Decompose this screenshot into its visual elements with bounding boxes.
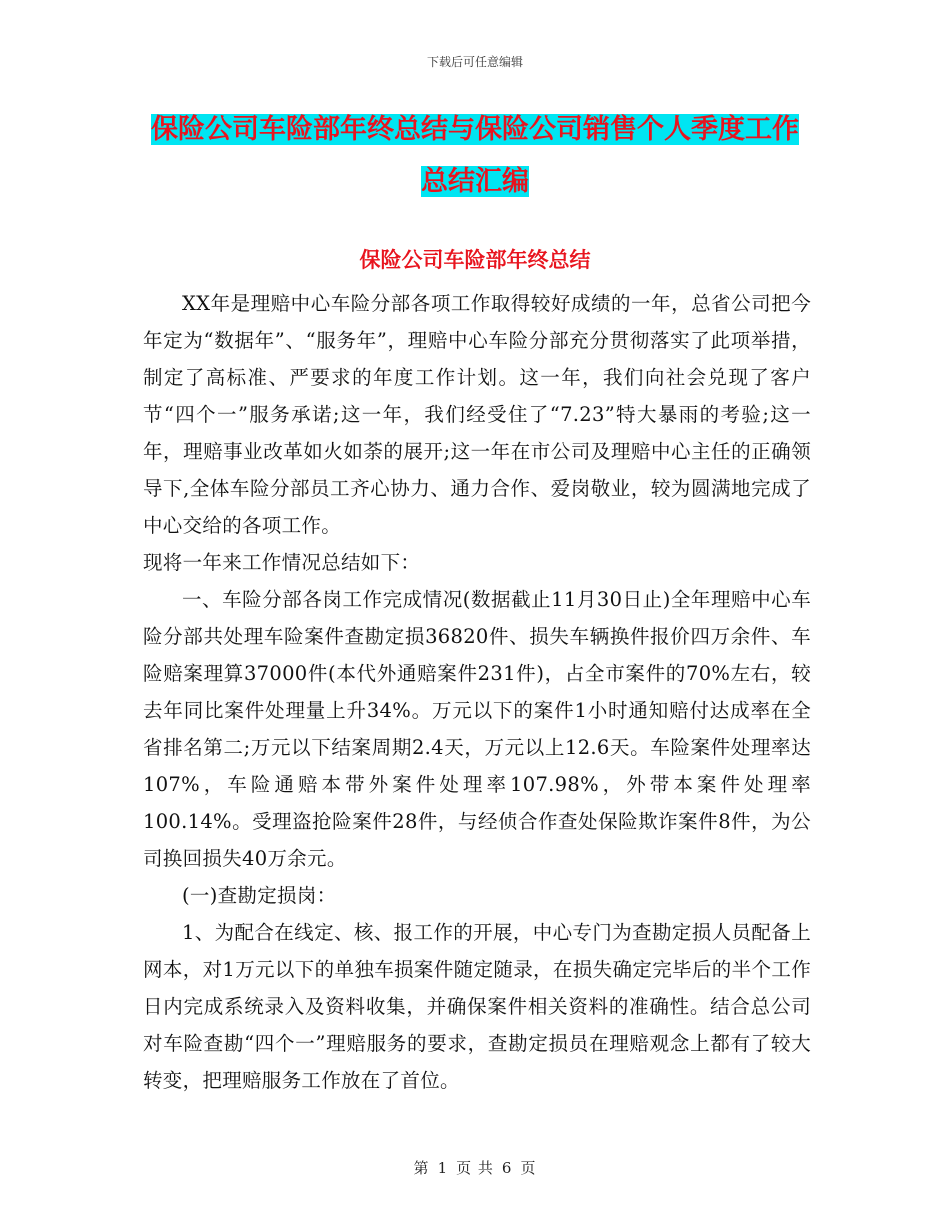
document-title xyxy=(140,104,810,208)
footer-prefix: 第 xyxy=(413,1159,430,1177)
header-note: 下载后可任意编辑 xyxy=(426,55,523,69)
document-body xyxy=(143,285,811,1099)
footer-total-pages: 6 xyxy=(501,1159,513,1177)
page-footer xyxy=(0,1157,950,1178)
section-title: 保险公司车险部年终总结 xyxy=(359,248,591,272)
document-title-text: 保险公司车险部年终总结与保险公司销售个人季度工作总结汇编 xyxy=(151,114,799,197)
paragraph-section-one: 一、车险分部各岗工作完成情况(数据截止11月30日止)全年理赔中心车险分部共处理车险案件查勘定损36820件、损失车辆换件报价四万余件、车险赔案理算37000件(本代外通赔案件231件)，占全市案件的70%左右，较去年同比案件处理量上升34%。万元以下的案件1小时通知赔付达成率在全省排名第二;万元以下结案周期2.4天，万元以上12.6天。车险案件处理率达107%，车险通赔本带外案件处理率107.98%，外带本案件处理率100.14%。受理盗抢险案件28件，与经侦合作查处保险欺诈案件8件，为公司换回损失40万余元。 xyxy=(143,588,811,870)
footer-page-number: 1 xyxy=(437,1159,449,1177)
footer-suffix: 页 xyxy=(520,1159,537,1177)
paragraph-subheading: (一)查勘定损岗： xyxy=(182,884,337,907)
paragraph-summary-lead: 现将一年来工作情况总结如下： xyxy=(143,551,421,574)
paragraph-item-one: 1、为配合在线定、核、报工作的开展，中心专门为查勘定损人员配备上网本，对1万元以下的单独车损案件随定随录，在损失确定完毕后的半个工作日内完成系统录入及资料收集，并确保案件相关资料的准确性。结合总公司对车险查勘“四个一”理赔服务的要求，查勘定损员在理赔观念上都有了较大转变，把理赔服务工作放在了首位。 xyxy=(143,921,811,1092)
paragraph-intro: XX年是理赔中心车险分部各项工作取得较好成绩的一年，总省公司把今年定为“数据年”、“服务年”，理赔中心车险分部充分贯彻落实了此项举措，制定了高标准、严要求的年度工作计划。这一年，我们向社会兑现了客户节“四个一”服务承诺;这一年，我们经受住了“7.23”特大暴雨的考验;这一年，理赔事业改革如火如荼的展开;这一年在市公司及理赔中心主任的正确领导下,全体车险分部员工齐心协力、通力合作、爱岗敬业，较为圆满地完成了中心交给的各项工作。 xyxy=(143,292,811,537)
footer-middle: 页 共 xyxy=(456,1159,494,1177)
